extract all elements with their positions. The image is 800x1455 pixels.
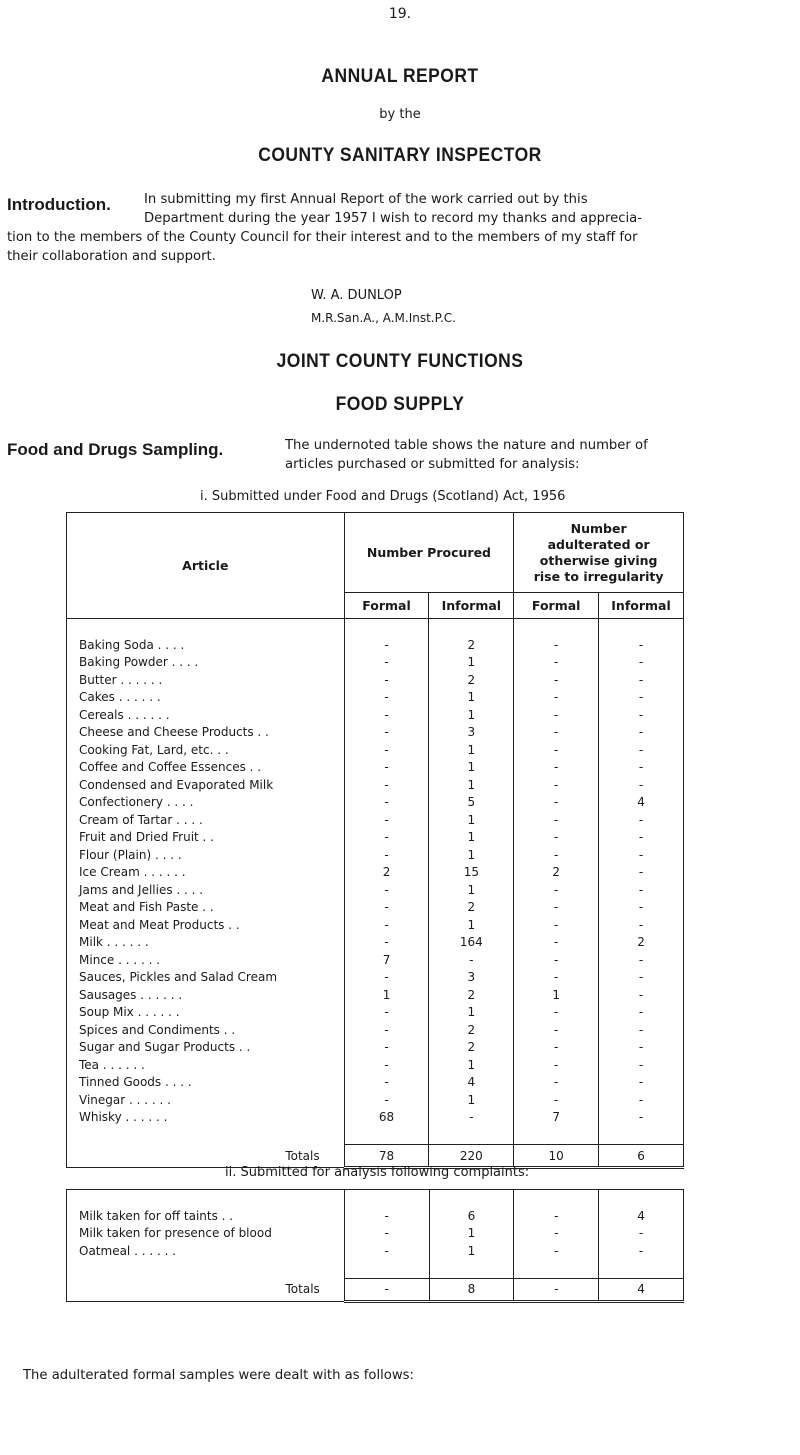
table1-cell-procured-formal: - [344, 882, 429, 900]
table1-cell-procured-informal: 1 [429, 917, 514, 935]
table1-cell-procured-informal: - [429, 1109, 514, 1127]
table1-cell-article: Spices and Condiments . . [67, 1022, 345, 1040]
table1-cell-adulterated-formal: - [514, 934, 599, 952]
table1-cell-article: Whisky . . . . . . [67, 1109, 345, 1127]
table1-row [67, 934, 684, 952]
table1-cell-procured-formal: - [344, 777, 429, 795]
table1-cell-adulterated-informal: - [599, 742, 684, 760]
table2-total-adulterated-formal: - [514, 1278, 599, 1301]
table1-cell-procured-formal: - [344, 1092, 429, 1110]
table1-row [67, 882, 684, 900]
introduction-heading: Introduction. [7, 195, 111, 214]
complaints-table [66, 1189, 684, 1303]
table1-cell-article: Mince . . . . . . [67, 952, 345, 970]
header-number-procured: Number Procured [344, 513, 514, 593]
header-number-adulterated: Number adulterated or otherwise giving rise to irregularity [514, 513, 684, 593]
table1-total-adulterated-informal: 6 [599, 1145, 684, 1168]
table1-cell-procured-formal: - [344, 829, 429, 847]
table2-cell-article: Milk taken for presence of blood [67, 1225, 345, 1243]
table1-cell-procured-formal: - [344, 707, 429, 725]
table1-cell-article: Meat and Fish Paste . . [67, 899, 345, 917]
table1-cell-article: Cooking Fat, Lard, etc. . . [67, 742, 345, 760]
table1-cell-adulterated-informal: - [599, 829, 684, 847]
section-subtitle: FOOD SUPPLY [335, 394, 465, 415]
table1-row [67, 724, 684, 742]
table1-cell-procured-informal: 15 [429, 864, 514, 882]
table1-cell-article: Flour (Plain) . . . . [67, 847, 345, 865]
table1-row [67, 637, 684, 655]
table1-cell-procured-informal: 2 [429, 672, 514, 690]
table2-cell-article: Milk taken for off taints . . [67, 1208, 345, 1226]
table2-cell-procured-formal: - [344, 1243, 429, 1261]
table1-row [67, 1004, 684, 1022]
table1-cell-procured-informal: - [429, 952, 514, 970]
table1-cell-adulterated-formal: - [514, 672, 599, 690]
table1-cell-adulterated-informal: - [599, 654, 684, 672]
table1-row [67, 689, 684, 707]
table1-cell-adulterated-informal: - [599, 724, 684, 742]
table2-row [67, 1225, 684, 1243]
table1-cell-adulterated-informal: - [599, 777, 684, 795]
table1-cell-procured-formal: - [344, 794, 429, 812]
table1-cell-adulterated-formal: - [514, 654, 599, 672]
table2-total-adulterated-informal: 4 [599, 1278, 684, 1301]
table1-cell-procured-informal: 1 [429, 1004, 514, 1022]
table1-cell-article: Baking Soda . . . . [67, 637, 345, 655]
table1-cell-adulterated-informal: - [599, 952, 684, 970]
table1-cell-procured-informal: 1 [429, 742, 514, 760]
table1-cell-adulterated-informal: - [599, 1074, 684, 1092]
table1-row [67, 987, 684, 1005]
sampling-line-2: articles purchased or submitted for analysis: [285, 457, 580, 472]
table1-row [67, 969, 684, 987]
table1-cell-article: Cereals . . . . . . [67, 707, 345, 725]
table2-caption: ii. Submitted for analysis following complaints: [225, 1165, 530, 1180]
table1-row [67, 1074, 684, 1092]
table1-cell-adulterated-informal: - [599, 1057, 684, 1075]
table1-body [67, 619, 684, 1145]
table1-row [67, 707, 684, 725]
table1-cell-adulterated-informal: - [599, 1039, 684, 1057]
table1-cell-procured-formal: 1 [344, 987, 429, 1005]
table1-row [67, 794, 684, 812]
report-byline: by the [379, 107, 421, 122]
table2-row [67, 1208, 684, 1226]
table1-cell-adulterated-informal: - [599, 882, 684, 900]
table1-cell-adulterated-formal: - [514, 724, 599, 742]
signature-name: W. A. DUNLOP [311, 288, 402, 303]
table1-cell-adulterated-formal: - [514, 1057, 599, 1075]
table1-row [67, 952, 684, 970]
table1-cell-procured-formal: - [344, 812, 429, 830]
table1-cell-procured-informal: 1 [429, 654, 514, 672]
table1-cell-adulterated-formal: - [514, 1074, 599, 1092]
table1-cell-adulterated-informal: 4 [599, 794, 684, 812]
header-adulterated-formal: Formal [514, 593, 599, 619]
table1-cell-procured-informal: 1 [429, 707, 514, 725]
table1-cell-procured-formal: - [344, 672, 429, 690]
page-number: 19. [388, 6, 412, 22]
table1-row [67, 812, 684, 830]
table1-cell-adulterated-informal: - [599, 637, 684, 655]
table1-total-procured-informal: 220 [429, 1145, 514, 1168]
table1-cell-adulterated-informal: - [599, 969, 684, 987]
table1-cell-adulterated-formal: 7 [514, 1109, 599, 1127]
table1-cell-procured-informal: 1 [429, 1057, 514, 1075]
table1-cell-adulterated-formal: - [514, 1039, 599, 1057]
introduction-line-4: their collaboration and support. [7, 249, 216, 264]
table1-cell-adulterated-formal: - [514, 759, 599, 777]
table1-cell-procured-informal: 164 [429, 934, 514, 952]
table2-cell-adulterated-formal: - [514, 1225, 599, 1243]
table1-cell-procured-informal: 1 [429, 689, 514, 707]
table1-cell-adulterated-formal: 1 [514, 987, 599, 1005]
table1-cell-adulterated-informal: - [599, 1109, 684, 1127]
table2-total-procured-formal: - [344, 1278, 429, 1301]
table1-row [67, 1109, 684, 1127]
table1-cell-procured-informal: 5 [429, 794, 514, 812]
table1-cell-adulterated-formal: - [514, 1092, 599, 1110]
table1-cell-procured-formal: - [344, 759, 429, 777]
table1-cell-adulterated-formal: - [514, 917, 599, 935]
table1-cell-adulterated-informal: - [599, 1004, 684, 1022]
table1-cell-article: Cakes . . . . . . [67, 689, 345, 707]
table1-row [67, 742, 684, 760]
table1-cell-adulterated-formal: - [514, 829, 599, 847]
table1-cell-article: Sauces, Pickles and Salad Cream [67, 969, 345, 987]
sampling-heading: Food and Drugs Sampling. [7, 440, 224, 459]
table1-cell-article: Soup Mix . . . . . . [67, 1004, 345, 1022]
table1-cell-article: Tinned Goods . . . . [67, 1074, 345, 1092]
table1-cell-procured-informal: 1 [429, 1092, 514, 1110]
table1-cell-procured-formal: - [344, 1074, 429, 1092]
header-adulterated-informal: Informal [599, 593, 684, 619]
table1-cell-article: Cheese and Cheese Products . . [67, 724, 345, 742]
section-title: JOINT COUNTY FUNCTIONS [276, 351, 524, 372]
signature-credentials: M.R.San.A., A.M.Inst.P.C. [311, 311, 456, 325]
table1-cell-procured-formal: - [344, 1004, 429, 1022]
table1-cell-article: Butter . . . . . . [67, 672, 345, 690]
table1-caption: i. Submitted under Food and Drugs (Scotland) Act, 1956 [200, 489, 566, 504]
table1-cell-adulterated-informal: - [599, 689, 684, 707]
header-procured-informal: Informal [429, 593, 514, 619]
table1-row [67, 759, 684, 777]
table1-cell-procured-informal: 4 [429, 1074, 514, 1092]
report-subtitle: COUNTY SANITARY INSPECTOR [258, 145, 542, 166]
table1-cell-adulterated-informal: - [599, 987, 684, 1005]
table1-row [67, 864, 684, 882]
table1-cell-procured-formal: 2 [344, 864, 429, 882]
table1-cell-adulterated-formal: - [514, 812, 599, 830]
table2-cell-procured-formal: - [344, 1208, 429, 1226]
header-procured-formal: Formal [344, 593, 429, 619]
table1-cell-article: Tea . . . . . . [67, 1057, 345, 1075]
table1-cell-article: Vinegar . . . . . . [67, 1092, 345, 1110]
table1-spacer-row [67, 1127, 684, 1145]
table1-cell-adulterated-formal: - [514, 794, 599, 812]
table1-cell-adulterated-formal: - [514, 637, 599, 655]
header-article: Article [67, 513, 345, 619]
table1-cell-article: Jams and Jellies . . . . [67, 882, 345, 900]
table1-cell-article: Condensed and Evaporated Milk [67, 777, 345, 795]
table1-cell-adulterated-informal: - [599, 899, 684, 917]
table1-cell-procured-informal: 1 [429, 777, 514, 795]
table1-cell-procured-informal: 2 [429, 899, 514, 917]
table1-cell-adulterated-informal: 2 [599, 934, 684, 952]
introduction-line-2: Department during the year 1957 I wish to record my thanks and apprecia- [144, 211, 642, 226]
table1-cell-procured-formal: - [344, 899, 429, 917]
introduction-line-1: In submitting my first Annual Report of the work carried out by this [144, 192, 588, 207]
table1-cell-procured-formal: - [344, 637, 429, 655]
table1-row [67, 672, 684, 690]
table1-cell-adulterated-informal: - [599, 1092, 684, 1110]
table2-cell-procured-informal: 1 [429, 1243, 514, 1261]
table1-cell-adulterated-formal: - [514, 952, 599, 970]
table1-cell-adulterated-formal: - [514, 1022, 599, 1040]
introduction-line-3: tion to the members of the County Council for their interest and to the members of my staff for [7, 230, 638, 245]
table1-total-procured-formal: 78 [344, 1145, 429, 1168]
table1-total-adulterated-formal: 10 [514, 1145, 599, 1168]
table1-cell-procured-informal: 2 [429, 1022, 514, 1040]
table2-cell-article: Oatmeal . . . . . . [67, 1243, 345, 1261]
report-title: ANNUAL REPORT [321, 66, 479, 87]
table1-cell-adulterated-formal: - [514, 969, 599, 987]
table2-cell-adulterated-formal: - [514, 1243, 599, 1261]
table1-cell-article: Milk . . . . . . [67, 934, 345, 952]
table1-cell-adulterated-formal: - [514, 777, 599, 795]
table1-cell-article: Baking Powder . . . . [67, 654, 345, 672]
table1-cell-procured-formal: 7 [344, 952, 429, 970]
table2-cell-adulterated-informal: - [599, 1225, 684, 1243]
table1-row [67, 847, 684, 865]
table1-cell-adulterated-formal: - [514, 707, 599, 725]
table2-cell-adulterated-informal: - [599, 1243, 684, 1261]
table2-cell-adulterated-informal: 4 [599, 1208, 684, 1226]
table1-cell-procured-formal: - [344, 847, 429, 865]
table1-cell-procured-informal: 1 [429, 847, 514, 865]
table1-cell-procured-informal: 1 [429, 759, 514, 777]
table1-cell-procured-informal: 1 [429, 829, 514, 847]
table1-cell-procured-informal: 3 [429, 724, 514, 742]
table1-cell-procured-informal: 1 [429, 882, 514, 900]
table1-cell-adulterated-informal: - [599, 1022, 684, 1040]
closing-text: The adulterated formal samples were dealt with as follows: [23, 1368, 414, 1383]
table2-row [67, 1243, 684, 1261]
table1-row [67, 1039, 684, 1057]
table1-cell-adulterated-informal: - [599, 707, 684, 725]
table1-cell-article: Cream of Tartar . . . . [67, 812, 345, 830]
table1-row [67, 1092, 684, 1110]
table1-cell-article: Confectionery . . . . [67, 794, 345, 812]
table1-cell-adulterated-informal: - [599, 759, 684, 777]
table1-row [67, 1022, 684, 1040]
table1-cell-adulterated-formal: - [514, 742, 599, 760]
table1-cell-adulterated-formal: - [514, 882, 599, 900]
table2-total-procured-informal: 8 [429, 1278, 514, 1301]
table1-cell-adulterated-informal: - [599, 864, 684, 882]
table1-cell-adulterated-informal: - [599, 917, 684, 935]
table1-cell-procured-formal: - [344, 689, 429, 707]
table1-cell-adulterated-informal: - [599, 812, 684, 830]
table2-body [67, 1190, 684, 1279]
table1-cell-article: Ice Cream . . . . . . [67, 864, 345, 882]
table1-cell-adulterated-informal: - [599, 672, 684, 690]
table1-totals-label: Totals [67, 1145, 345, 1168]
table1-cell-article: Sugar and Sugar Products . . [67, 1039, 345, 1057]
food-drugs-table [66, 512, 684, 1169]
table1-cell-procured-informal: 3 [429, 969, 514, 987]
table2-cell-procured-informal: 1 [429, 1225, 514, 1243]
table2-cell-procured-formal: - [344, 1225, 429, 1243]
table2-totals-label: Totals [67, 1278, 345, 1301]
table1-cell-procured-formal: 68 [344, 1109, 429, 1127]
table2-cell-adulterated-formal: - [514, 1208, 599, 1226]
table1-cell-procured-formal: - [344, 654, 429, 672]
table1-cell-procured-informal: 2 [429, 1039, 514, 1057]
table1-cell-article: Sausages . . . . . . [67, 987, 345, 1005]
table1-cell-article: Meat and Meat Products . . [67, 917, 345, 935]
table1-cell-procured-formal: - [344, 1057, 429, 1075]
table1-cell-procured-informal: 2 [429, 637, 514, 655]
table2-cell-procured-informal: 6 [429, 1208, 514, 1226]
table1-row [67, 654, 684, 672]
table1-cell-procured-formal: - [344, 917, 429, 935]
table1-row [67, 899, 684, 917]
table1-cell-adulterated-formal: - [514, 1004, 599, 1022]
table1-cell-procured-formal: - [344, 742, 429, 760]
table1-cell-procured-formal: - [344, 969, 429, 987]
table1-row [67, 777, 684, 795]
table1-cell-adulterated-formal: 2 [514, 864, 599, 882]
table1-cell-procured-formal: - [344, 724, 429, 742]
table1-cell-procured-formal: - [344, 934, 429, 952]
table2-spacer-row [67, 1260, 684, 1278]
table1-cell-adulterated-formal: - [514, 899, 599, 917]
table1-cell-procured-formal: - [344, 1039, 429, 1057]
table1-cell-adulterated-formal: - [514, 847, 599, 865]
table1-row [67, 829, 684, 847]
table1-cell-procured-informal: 1 [429, 812, 514, 830]
table1-cell-procured-informal: 2 [429, 987, 514, 1005]
sampling-line-1: The undernoted table shows the nature and number of [285, 438, 648, 453]
table1-cell-adulterated-informal: - [599, 847, 684, 865]
table1-row [67, 1057, 684, 1075]
table1-cell-article: Fruit and Dried Fruit . . [67, 829, 345, 847]
table1-row [67, 917, 684, 935]
table1-cell-procured-formal: - [344, 1022, 429, 1040]
table1-cell-article: Coffee and Coffee Essences . . [67, 759, 345, 777]
table1-cell-adulterated-formal: - [514, 689, 599, 707]
